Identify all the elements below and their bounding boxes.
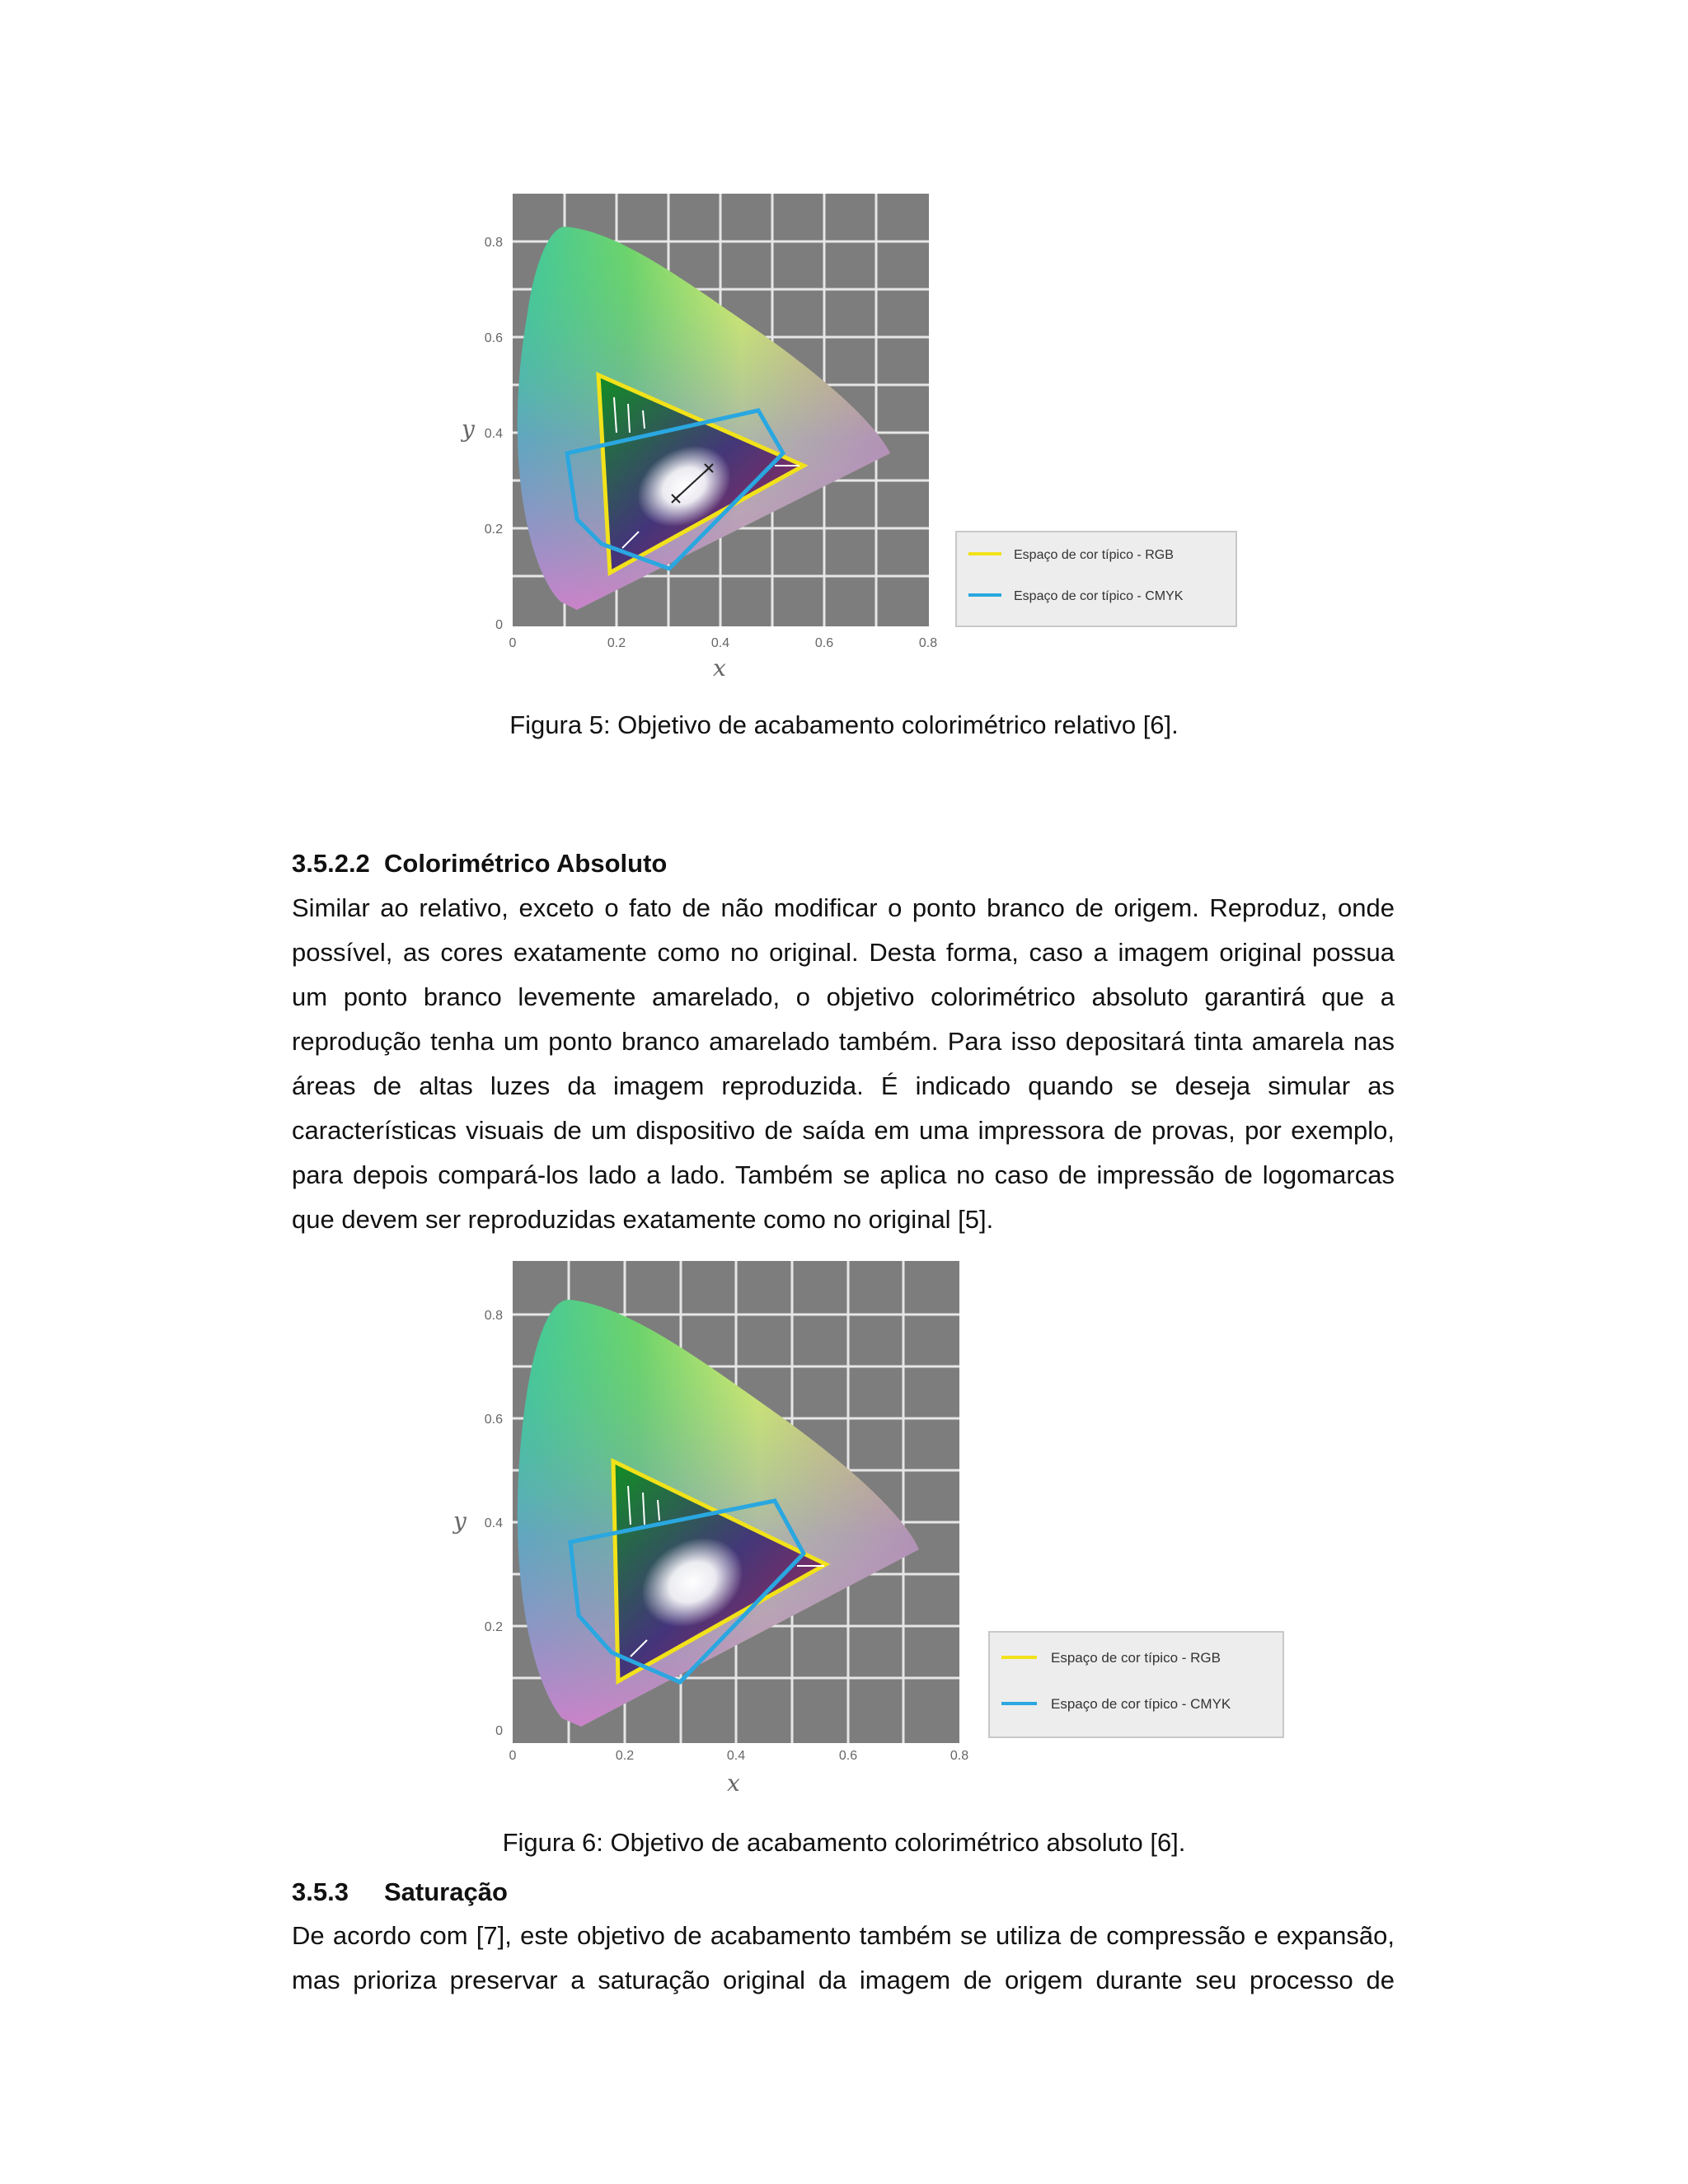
y-tick: 0.2 (484, 523, 503, 537)
figure-5 (437, 181, 1261, 692)
x-tick: 0 (509, 1749, 517, 1763)
x-axis-label: x (727, 1769, 740, 1797)
paragraph-line: mas prioriza preservar a saturação original da imagem de origem durante seu processo de (292, 1966, 1395, 1994)
x-tick: 0.8 (950, 1749, 969, 1763)
x-tick: 0.4 (710, 636, 730, 650)
legend-label-cmyk: Espaço de cor típico - CMYK (1051, 1696, 1231, 1712)
x-tick: 0.4 (726, 1749, 746, 1763)
cie-chromaticity-diagram (437, 1249, 1311, 1817)
section-number: 3.5.3 (292, 1877, 349, 1906)
paragraph-line: características visuais de um dispositivo de saída em uma impressora de provas, por exemplo, (292, 1116, 1395, 1145)
paragraph-line: um ponto branco levemente amarelado, o objetivo colorimétrico absoluto garantirá que a (292, 982, 1395, 1011)
y-axis-label: y (462, 415, 475, 443)
section-heading-saturacao (292, 1877, 508, 1907)
paragraph-line: possível, as cores exatamente como no original. Desta forma, caso a imagem original possua (292, 938, 1395, 967)
section-number: 3.5.2.2 (292, 849, 370, 878)
figure-6 (437, 1249, 1311, 1817)
paragraph-line: que devem ser reproduzidas exatamente como no original [5]. (292, 1205, 994, 1234)
y-tick: 0.6 (484, 331, 503, 345)
y-tick: 0.8 (484, 1309, 503, 1323)
x-tick: 0.2 (607, 636, 626, 650)
y-tick: 0.6 (484, 1413, 503, 1427)
x-tick: 0.6 (838, 1749, 858, 1763)
section-heading-absoluto (292, 849, 667, 879)
legend-label-rgb: Espaço de cor típico - RGB (1051, 1650, 1221, 1666)
paragraph-line: reprodução tenha um ponto branco amarelado também. Para isso depositará tinta amarela nas (292, 1027, 1395, 1056)
x-tick: 0.8 (918, 636, 938, 650)
x-tick: 0.2 (615, 1749, 635, 1763)
paragraph-saturacao (292, 1914, 1395, 2003)
y-tick: 0.2 (484, 1620, 503, 1634)
paragraph-line: Similar ao relativo, exceto o fato de não modificar o ponto branco de origem. Reproduz, onde (292, 893, 1395, 922)
y-tick: 0.8 (484, 236, 503, 250)
figure-6-caption: Figura 6: Objetivo de acabamento colorimétrico absoluto [6]. (502, 1828, 1186, 1857)
x-axis-label: x (713, 654, 726, 682)
x-tick: 0 (509, 636, 517, 650)
paragraph-line: áreas de altas luzes da imagem reproduzida. É indicado quando se deseja simular as (292, 1071, 1395, 1100)
y-tick: 0.4 (484, 427, 503, 441)
paragraph-absoluto (292, 886, 1395, 1242)
paragraph-line: De acordo com [7], este objetivo de acabamento também se utiliza de compressão e expansão, (292, 1921, 1395, 1950)
section-title: Colorimétrico Absoluto (384, 849, 668, 878)
y-axis-label: y (453, 1507, 467, 1535)
legend-label-cmyk: Espaço de cor típico - CMYK (1014, 589, 1184, 603)
y-tick: 0 (495, 1724, 503, 1738)
legend (989, 1632, 1283, 1737)
section-title: Saturação (384, 1877, 508, 1906)
legend-label-rgb: Espaço de cor típico - RGB (1014, 548, 1174, 562)
paragraph-line: para depois compará-los lado a lado. Também se aplica no caso de impressão de logomarcas (292, 1160, 1395, 1189)
figure-5-caption: Figura 5: Objetivo de acabamento colorimétrico relativo [6]. (509, 710, 1179, 739)
y-tick: 0 (495, 618, 503, 632)
x-tick: 0.6 (814, 636, 834, 650)
y-tick: 0.4 (484, 1516, 503, 1530)
cie-chromaticity-diagram (437, 181, 1261, 692)
legend (956, 532, 1236, 626)
